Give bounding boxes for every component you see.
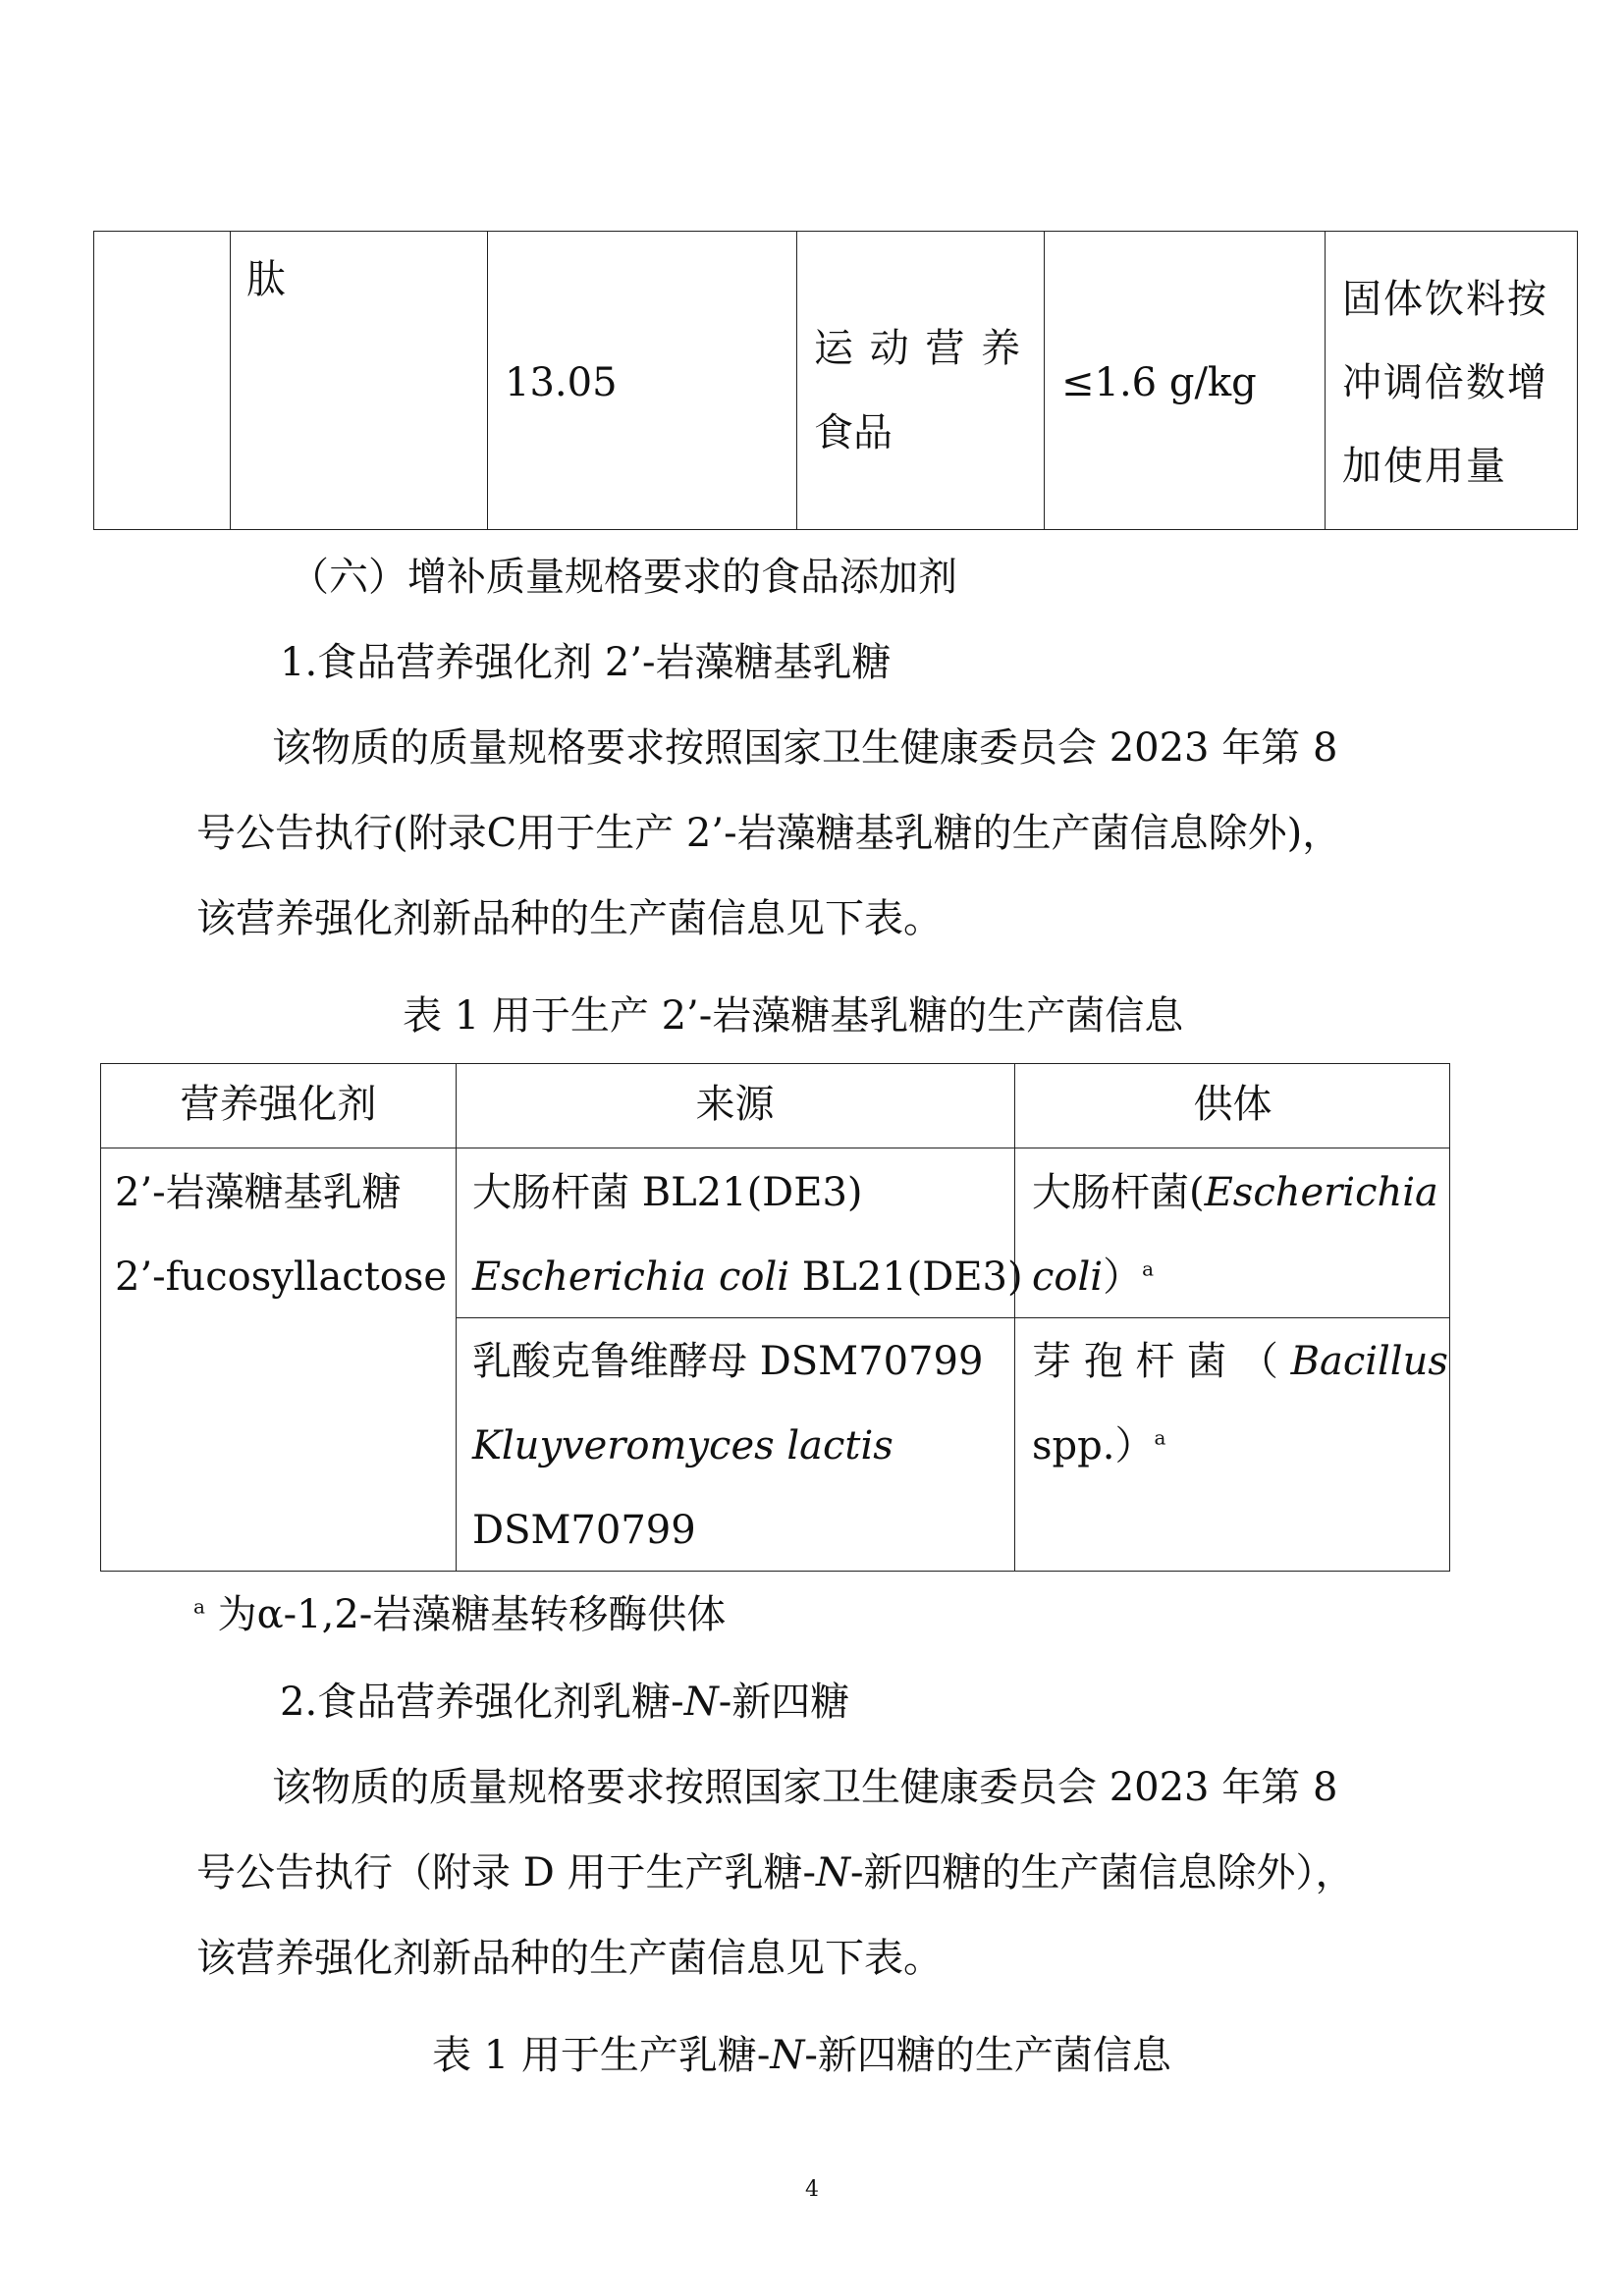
item1-para-line1: 该物质的质量规格要求按照国家卫生健康委员会 2023 年第 8 <box>272 725 1338 771</box>
source-latin <box>472 1249 1023 1306</box>
table-cell-category-line2: 食品 <box>814 410 893 455</box>
donor-latin: Escherichia <box>1204 1170 1438 1215</box>
table-header-source: 来源 <box>695 1082 775 1127</box>
table-cell-note-line2: 冲调倍数增 <box>1342 360 1548 405</box>
continued-table <box>93 231 1578 530</box>
item2-title-prefix: 2.食品营养强化剂乳糖- <box>280 1680 684 1725</box>
donor-close: ） <box>1114 1423 1155 1468</box>
source-latin-name: Escherichia coli <box>472 1255 790 1300</box>
caption-prefix: 表 1 用于生产乳糖- <box>432 2033 771 2078</box>
table-cell-note-line1: 固体饮料按 <box>1342 277 1548 322</box>
table-cell-name: 肽 <box>246 257 286 302</box>
table-cell-limit: ≤1.6 g/kg <box>1061 360 1257 405</box>
page-number: 4 <box>805 2177 819 2202</box>
source-latin <box>472 1417 893 1474</box>
table1-caption: 表 1 用于生产 2’-岩藻糖基乳糖的生产菌信息 <box>403 993 1184 1039</box>
table-divider <box>487 232 488 529</box>
item2-para-suffix: -新四糖的生产菌信息除外）， <box>850 1850 1355 1896</box>
table-cell-category-line1: 运 动 营 养 <box>814 326 1023 371</box>
table-header-fortifier: 营养强化剂 <box>180 1082 377 1127</box>
donor-cn: 大肠杆菌( <box>1032 1170 1205 1215</box>
fortifier-en: 2’-fucosyllactose <box>115 1255 448 1300</box>
item2-para-line2 <box>196 1845 1355 1900</box>
table-cell-code: 13.05 <box>505 360 618 405</box>
table-divider <box>230 232 231 529</box>
source-strain: BL21(DE3) <box>801 1255 1023 1300</box>
item1-title: 1.食品营养强化剂 2’-岩藻糖基乳糖 <box>280 640 892 685</box>
strain-table <box>100 1063 1450 1572</box>
source-cn: 乳酸克鲁维酵母 DSM70799 <box>472 1339 984 1384</box>
item1-para-line3: 该营养强化剂新品种的生产菌信息见下表。 <box>196 896 943 941</box>
item2-title-suffix: -新四糖 <box>718 1680 850 1725</box>
source-cn: 大肠杆菌 BL21(DE3) <box>472 1170 863 1215</box>
donor-cn: 芽 孢 杆 菌 （ <box>1032 1339 1278 1384</box>
item2-para-italic: N <box>816 1850 851 1896</box>
table-header-donor: 供体 <box>1193 1082 1272 1127</box>
footnote-marker: a <box>1142 1256 1155 1281</box>
item2-para-line1: 该物质的质量规格要求按照国家卫生健康委员会 2023 年第 8 <box>272 1765 1338 1810</box>
donor-line1 <box>1032 1333 1448 1390</box>
table2-caption <box>432 2028 1171 2083</box>
table-cell-note-line3: 加使用量 <box>1342 444 1507 489</box>
caption-italic: N <box>770 2033 805 2078</box>
donor-latin: spp. <box>1032 1423 1115 1468</box>
section-heading: （六）增补质量规格要求的食品添加剂 <box>290 555 957 600</box>
footnote-marker: a <box>1154 1425 1166 1450</box>
donor-line2 <box>1032 1249 1154 1306</box>
donor-line2 <box>1032 1417 1165 1474</box>
item2-title-italic: N <box>683 1680 719 1725</box>
donor-close: ） <box>1103 1255 1143 1300</box>
table-footnote <box>193 1587 726 1642</box>
footnote-marker: a <box>193 1594 205 1619</box>
donor-latin: Bacillus <box>1290 1339 1448 1384</box>
caption-suffix: -新四糖的生产菌信息 <box>804 2033 1171 2078</box>
table-divider <box>796 232 797 529</box>
item1-para-line2: 号公告执行(附录C用于生产 2’-岩藻糖基乳糖的生产菌信息除外)， <box>196 811 1342 856</box>
item2-para-prefix: 号公告执行（附录 D 用于生产乳糖- <box>196 1850 817 1896</box>
item2-para-line3: 该营养强化剂新品种的生产菌信息见下表。 <box>196 1936 943 1981</box>
donor-line1 <box>1032 1164 1438 1221</box>
table-divider <box>1325 232 1326 529</box>
fortifier-cn: 2’-岩藻糖基乳糖 <box>115 1170 402 1215</box>
footnote-text: 为α-1,2-岩藻糖基转移酶供体 <box>217 1592 727 1637</box>
item2-title <box>280 1675 849 1730</box>
donor-latin: coli <box>1032 1255 1104 1300</box>
source-latin-name: Kluyveromyces lactis <box>472 1423 893 1468</box>
source-strain: DSM70799 <box>472 1508 696 1553</box>
table-divider <box>456 1317 1449 1318</box>
table-divider <box>1044 232 1045 529</box>
